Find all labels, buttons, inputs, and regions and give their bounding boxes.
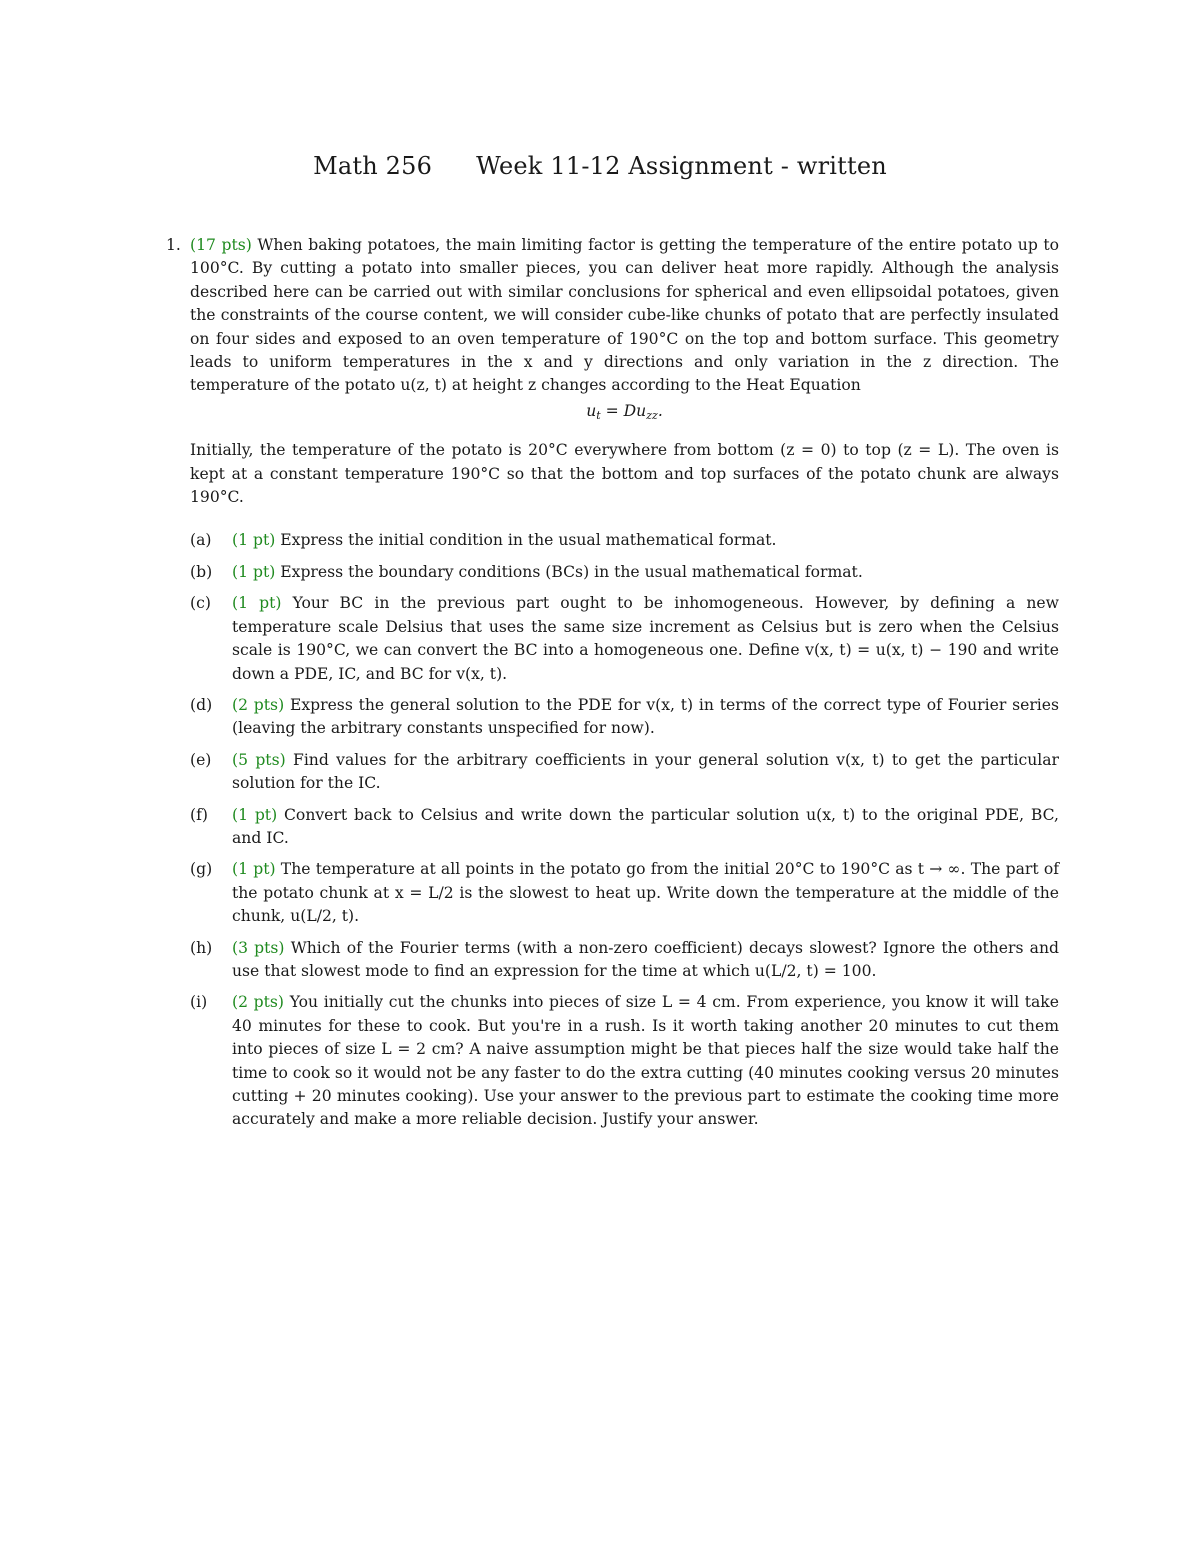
part-text: Find values for the arbitrary coefficients in your general solution v(x, t) to get the particular solution for the IC. (232, 750, 1060, 793)
part-points: (2 pts) (232, 993, 285, 1012)
part-label: (c) (190, 594, 211, 613)
part-points: (1 pt) (232, 805, 278, 824)
part-text: Express the boundary conditions (BCs) in the usual mathematical format. (280, 562, 863, 581)
part-text: Your BC in the previous part ought to be inhomogeneous. However, by defining a new temperature scale Delsius that uses the same size increment as Celsius but is zero when the Celsius scale is 190°C, we can convert the BC into a homogeneous one. Define v(x, t) = u(x, t) − 190 and write down a PDE, IC, and BC for v(x, t). (232, 594, 1059, 683)
part-label: (f) (190, 805, 208, 824)
course-name: Math 256 (313, 152, 433, 180)
part-f (190, 804, 1059, 851)
part-points: (5 pts) (232, 750, 286, 769)
part-e (190, 749, 1059, 796)
assignment-name: Week 11-12 Assignment - written (476, 152, 887, 180)
problem-number: 1. (166, 236, 181, 254)
parts-list (190, 529, 1059, 1131)
heat-equation: $u_t = Du_{zz}$. (586, 401, 663, 422)
part-text: You initially cut the chunks into pieces of size L = 4 cm. From experience, you know it will take 40 minutes for these to cook. But you're in a rush. Is it worth taking another 20 minutes to cut them into pieces of size L = 2 cm? A naive assumption might be that pieces half the size would take half the time to cook so it would not be any faster to do the extra cutting (40 minutes cooking versus 20 minutes cutting + 20 minutes cooking). Use your answer to the previous part to estimate the cooking time more accurately and make a more reliable decision. Justify your answer. (232, 993, 1059, 1129)
part-label: (e) (190, 750, 212, 769)
part-c (190, 592, 1059, 686)
page-title (0, 152, 1200, 180)
part-points: (1 pt) (232, 594, 282, 613)
part-b (190, 561, 1059, 584)
problem-intro-text: When baking potatoes, the main limiting factor is getting the temperature of the entire potato up to 100°C. By cutting a potato into smaller pieces, you can deliver heat more rapidly. Although the analysis described here can be carried out with similar conclusions for spherical and even ellipsoidal potatoes, given the constraints of the course content, we will consider cube-like chunks of potato that are perfectly insulated on four sides and exposed to an oven temperature of 190°C on the top and bottom surface. This geometry leads to uniform temperatures in the x and y directions and only variation in the z direction. The temperature of the potato u(z, t) at height z changes according to the Heat Equation (190, 236, 1060, 395)
part-points: (3 pts) (232, 938, 285, 957)
part-label: (d) (190, 695, 213, 714)
part-g (190, 858, 1059, 928)
part-text: The temperature at all points in the potato go from the initial 20°C to 190°C as t → ∞. The part of the potato chunk at x = L/2 is the slowest to heat up. Write down the temperature at the middle of the chunk, u(L/2, t). (232, 860, 1059, 926)
part-text: Convert back to Celsius and write down the particular solution u(x, t) to the original PDE, BC, and IC. (232, 805, 1060, 847)
part-label: (i) (190, 993, 208, 1012)
part-text: Express the general solution to the PDE for v(x, t) in terms of the correct type of Fourier series (leaving the arbitrary constants unspecified for now). (232, 695, 1059, 738)
part-points: (2 pts) (232, 695, 285, 714)
part-label: (a) (190, 531, 212, 550)
part-d (190, 694, 1059, 741)
part-label: (b) (190, 562, 213, 581)
part-text: Which of the Fourier terms (with a non-zero coefficient) decays slowest? Ignore the others and use that slowest mode to find an expression for the time at which u(L/2, t) = 100. (232, 938, 1059, 980)
part-a (190, 529, 1059, 552)
part-label: (h) (190, 938, 213, 957)
part-points: (1 pt) (232, 562, 276, 581)
problem-intro (190, 234, 1059, 398)
part-label: (g) (190, 860, 213, 879)
problem-points: (17 pts) (190, 236, 252, 254)
part-i (190, 991, 1059, 1131)
part-h (190, 937, 1059, 984)
problem-1 (166, 234, 1060, 1140)
part-text: Express the initial condition in the usual mathematical format. (280, 531, 777, 550)
part-points: (1 pt) (232, 531, 276, 550)
problem-context: Initially, the temperature of the potato is 20°C everywhere from bottom (z = 0) to top (z = L). The oven is kept at a constant temperature 190°C so that the bottom and top surfaces of the potato chunk are always 190°C. (190, 441, 1059, 507)
part-points: (1 pt) (232, 860, 276, 879)
